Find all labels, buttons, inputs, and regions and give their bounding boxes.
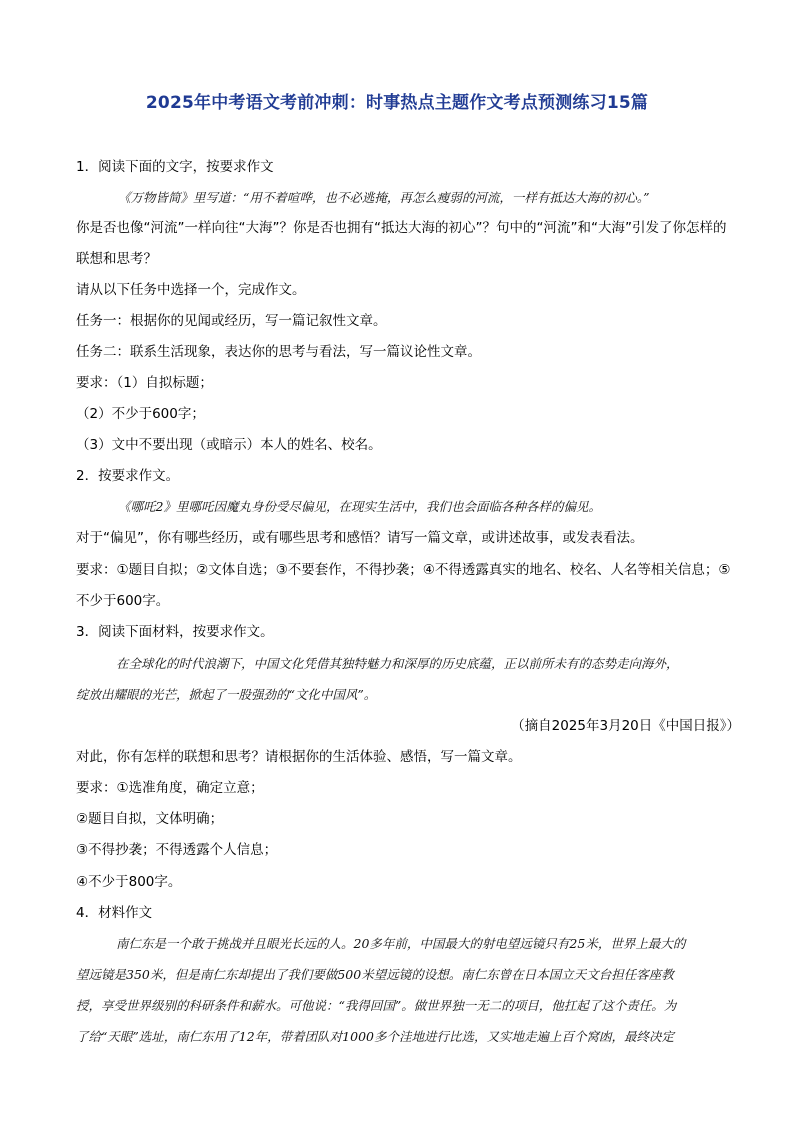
q4-material-line-3: 授，享受世界级别的科研条件和薪水。可他说：“我得回国”。做世界独一无二的项目，他扛起了这个责任。为	[76, 998, 677, 1013]
q1-requirement-1: 要求：（1）自拟标题；	[76, 375, 213, 391]
q1-requirement-3: （3）文中不要出现（或暗示）本人的姓名、校名。	[76, 437, 382, 453]
q1-requirement-2: （2）不少于600字；	[76, 406, 205, 422]
q4-material-line-2: 望远镜是350米，但是南仁东却提出了我们要做500米望远镜的设想。南仁东曾在日本国立天文台担任客座教	[76, 967, 674, 982]
q4-heading: 4．材料作文	[76, 905, 153, 921]
q1-prompt-line-2: 联想和思考？	[76, 251, 157, 267]
q2-requirement-line-1: 要求：①题目自拟；②文体自选；③不要套作，不得抄袭；④不得透露真实的地名、校名、人名等相关信息；⑤	[76, 562, 731, 578]
q2-requirement-line-2: 不少于600字。	[76, 593, 170, 609]
q3-requirement-3: ③不得抄袭；不得透露个人信息；	[76, 842, 278, 858]
q3-material-line-2: 绽放出耀眼的光芒，掀起了一股强劲的“文化中国风”。	[76, 687, 377, 702]
q3-heading: 3．阅读下面材料，按要求作文。	[76, 624, 274, 640]
q1-task-1: 任务一：根据你的见闻或经历，写一篇记叙性文章。	[76, 313, 387, 329]
q1-heading: 1．阅读下面的文字，按要求作文	[76, 159, 274, 175]
q3-requirement-2: ②题目自拟，文体明确；	[76, 811, 224, 827]
q2-heading: 2．按要求作文。	[76, 468, 180, 484]
q4-material-line-1: 南仁东是一个敢于挑战并且眼光长远的人。20多年前，中国最大的射电望远镜只有25米，世界上最大的	[116, 936, 686, 951]
q4-material-line-4: 了给“天眼”选址，南仁东用了12年，带着团队对1000多个洼地进行比选，又实地走遍上百个窝凼，最终决定	[76, 1029, 674, 1044]
q1-task-intro: 请从以下任务中选择一个，完成作文。	[76, 282, 306, 298]
q1-quote: 《万物皆简》里写道：“用不着喧哗，也不必逃掩，再怎么瘦弱的河流，一样有抵达大海的初心。”	[118, 190, 650, 205]
q1-task-2: 任务二：联系生活现象，表达你的思考与看法，写一篇议论性文章。	[76, 344, 481, 360]
q3-source: （摘自2025年3月20日《中国日报》）	[511, 718, 740, 734]
q3-prompt: 对此，你有怎样的联想和思考？请根据你的生活体验、感悟，写一篇文章。	[76, 749, 522, 765]
q2-prompt: 对于“偏见”，你有哪些经历，或有哪些思考和感悟？请写一篇文章，或讲述故事，或发表看法。	[76, 530, 644, 546]
q3-requirement-4: ④不少于800字。	[76, 874, 182, 890]
q2-quote: 《哪吒2》里哪吒因魔丸身份受尽偏见，在现实生活中，我们也会面临各种各样的偏见。	[118, 499, 601, 514]
document-title: 2025年中考语文考前冲刺：时事热点主题作文考点预测练习15篇	[145, 93, 649, 113]
q3-material-line-1: 在全球化的时代浪潮下，中国文化凭借其独特魅力和深厚的历史底蕴，正以前所未有的态势走向海外，	[116, 656, 679, 671]
q1-prompt-line-1: 你是否也像“河流”一样向往“大海”？你是否也拥有“抵达大海的初心”？句中的“河流”和“大海”引发了你怎样的	[76, 220, 727, 236]
q3-requirement-1: 要求：①选准角度，确定立意；	[76, 780, 264, 796]
